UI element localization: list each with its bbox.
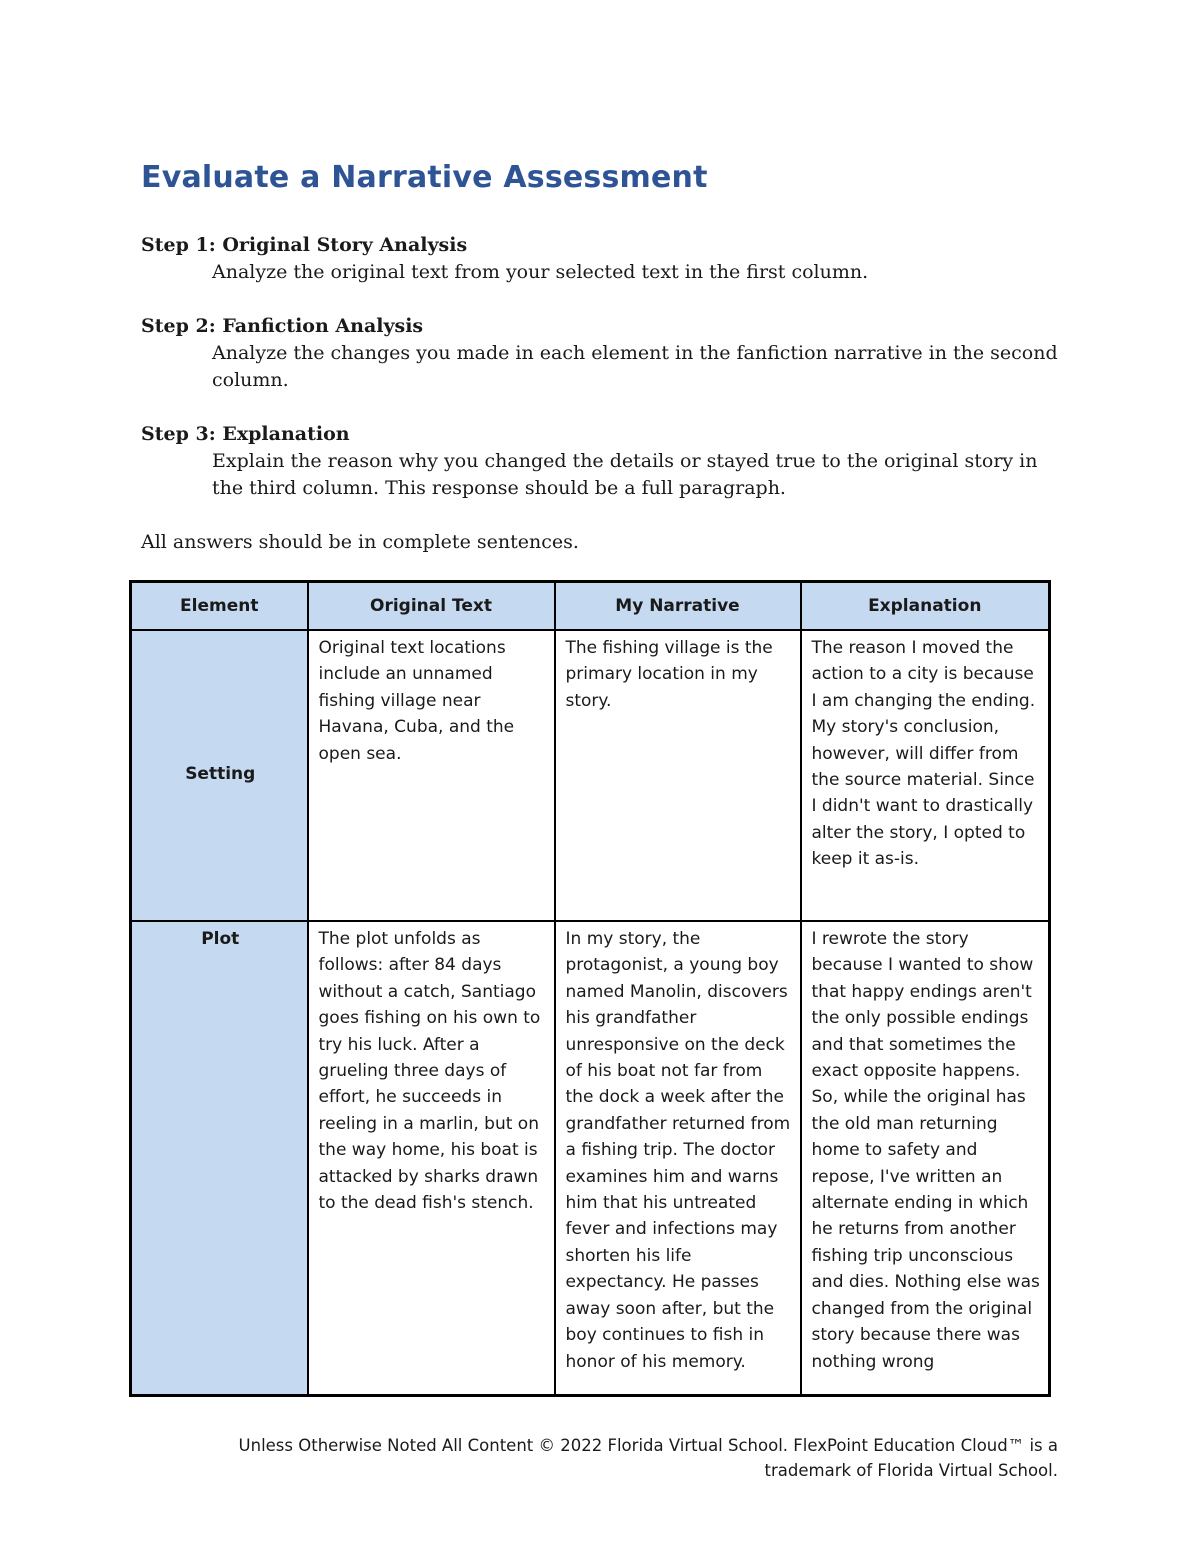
explanation-text: I rewrote the story because I wanted to show that happy endings aren't the only possible endings and that sometimes the exact opposite happens. So, while the original has the old man returning home to safety and repose, I've written an alternate ending in which he returns from another fishing trip unconscious and dies. Nothing else was changed from the original story because there was nothing wrong [811,929,1040,1372]
step-1 [141,232,1061,286]
table-row-setting [131,630,1050,921]
footer [239,1433,1058,1483]
header-element: Element [131,582,308,631]
step-2-label: Step 2: Fanfiction Analysis [141,315,424,337]
original-text-cell: The plot unfolds as follows: after 84 days without a catch, Santiago goes fishing on his own to try his luck. After a grueling three days of effort, he succeeds in reeling in a marlin, but on the way home, his boat is attacked by sharks drawn to the dead fish's stench. [308,921,555,1396]
element-cell: Plot [131,921,308,1396]
page-title: Evaluate a Narrative Assessment [141,160,708,195]
table-row-plot [131,921,1050,1396]
footer-line-2: trademark of Florida Virtual School. [764,1461,1058,1480]
step-3-description: Explain the reason why you changed the details or stayed true to the original story in the third column. This response should be a full paragraph. [212,450,1038,499]
step-3 [141,421,1061,502]
original-text-cell: Original text locations include an unnamed fishing village near Havana, Cuba, and the open sea. [308,630,555,921]
header-explanation: Explanation [801,582,1050,631]
step-2-description: Analyze the changes you made in each element in the fanfiction narrative in the second column. [212,342,1058,391]
step-3-label: Step 3: Explanation [141,423,350,445]
narrative-table [129,580,1051,1397]
my-narrative-cell: The fishing village is the primary location in my story. [555,630,801,921]
closing-note: All answers should be in complete sentences. [141,531,579,553]
header-my-narrative: My Narrative [555,582,801,631]
table-header-row [131,582,1050,631]
step-2 [141,313,1061,394]
my-narrative-cell: In my story, the protagonist, a young boy named Manolin, discovers his grandfather unresponsive on the deck of his boat not far from the dock a week after the grandfather returned from a fishing trip. The doctor examines him and warns him that his untreated fever and infections may shorten his life expectancy. He passes away soon after, but the boy continues to fish in honor of his memory. [555,921,801,1396]
element-cell: Setting [131,630,308,921]
footer-line-1: Unless Otherwise Noted All Content © 2022 Florida Virtual School. FlexPoint Education Cloud™ is a [238,1436,1058,1455]
instructions [141,232,1061,556]
step-1-label: Step 1: Original Story Analysis [141,234,468,256]
explanation-cell [801,921,1050,1396]
header-original-text: Original Text [308,582,555,631]
explanation-cell: The reason I moved the action to a city is because I am changing the ending. My story's conclusion, however, will differ from the source material. Since I didn't want to drastically alter the story, I opted to keep it as-is. [801,630,1050,921]
step-1-description: Analyze the original text from your selected text in the first column. [212,261,869,283]
